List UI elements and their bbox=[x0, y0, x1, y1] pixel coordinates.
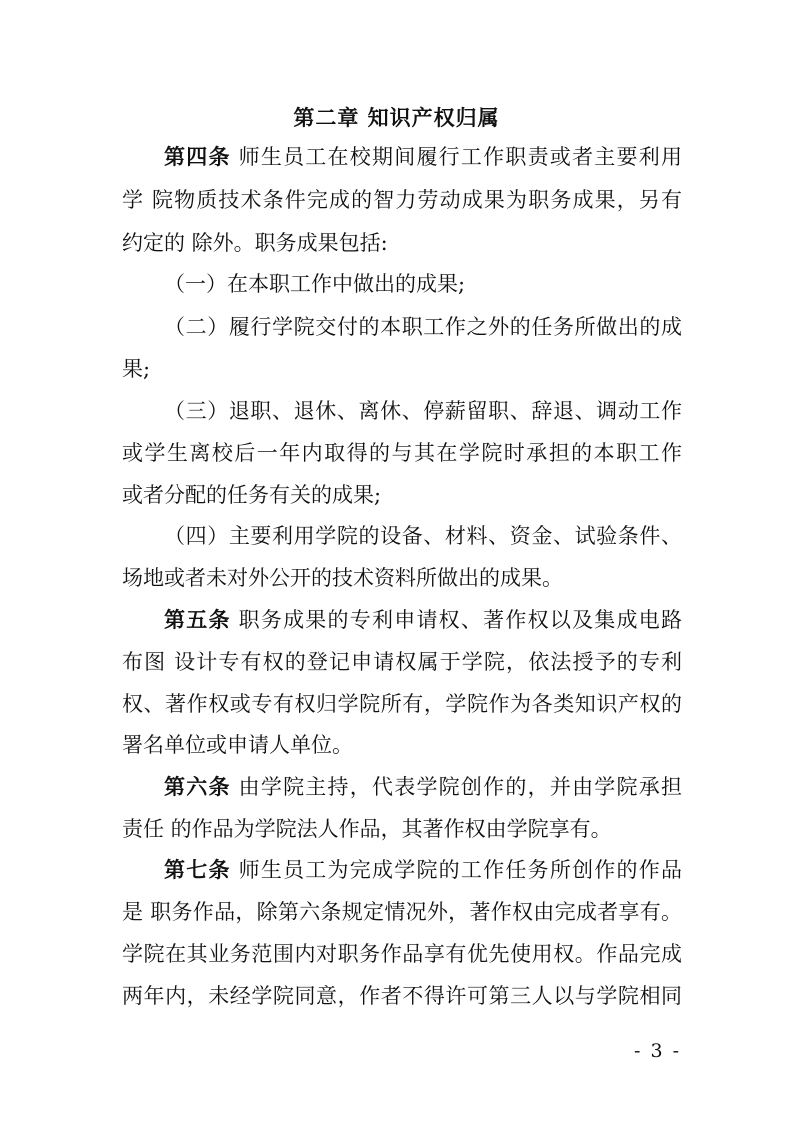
article-6-heading: 第六条 bbox=[164, 774, 231, 799]
article-4-item-3-line-1: （三）退职、退休、离休、停薪留职、辞退、调动工作 bbox=[164, 399, 682, 423]
article-4-text: 师生员工在校期间履行工作职责或者主要利用 bbox=[230, 145, 682, 169]
page-number: - 3 - bbox=[633, 1040, 681, 1062]
article-4-item-3-line-2: 或学生离校后一年内取得的与其在学院时承担的本职工作 bbox=[122, 441, 682, 465]
page-title: 第二章 知识产权归属 bbox=[293, 106, 500, 130]
article-7-text: 师生员工为完成学院的工作任务所创作的作品 bbox=[230, 858, 682, 882]
article-7-line-3: 学院在其业务范围内对职务作品享有优先使用权。作品完成 bbox=[122, 942, 682, 966]
article-7-line-1 bbox=[164, 851, 682, 889]
article-5-line-3: 权、著作权或专有权归学院所有，学院作为各类知识产权的 bbox=[122, 692, 682, 716]
article-6-line-1 bbox=[164, 768, 682, 806]
article-4-line-2: 学 院物质技术条件完成的智力劳动成果为职务成果，另有 bbox=[122, 188, 682, 212]
article-5-line-4: 署名单位或申请人单位。 bbox=[122, 733, 353, 757]
article-4-item-2-line-1: （二）履行学院交付的本职工作之外的任务所做出的成 bbox=[164, 315, 682, 339]
article-4-item-4-line-2: 场地或者未对外公开的技术资料所做出的成果。 bbox=[122, 566, 563, 590]
article-5-line-1 bbox=[164, 601, 682, 639]
article-7-heading: 第七条 bbox=[164, 857, 231, 882]
article-6-text: 由学院主持，代表学院创作的，并由学院承担 bbox=[230, 775, 682, 799]
article-6-line-2: 责任 的作品为学院法人作品，其著作权由学院享有。 bbox=[122, 817, 612, 841]
article-7-line-2: 是 职务作品，除第六条规定情况外，著作权由完成者享有。 bbox=[122, 900, 682, 924]
article-4-heading: 第四条 bbox=[164, 144, 231, 169]
article-4-item-3-line-3: 或者分配的任务有关的成果; bbox=[122, 483, 382, 507]
article-5-text: 职务成果的专利申请权、著作权以及集成电路 bbox=[230, 608, 682, 632]
article-4-line-1 bbox=[164, 138, 682, 176]
article-5-heading: 第五条 bbox=[164, 607, 231, 632]
article-7-line-4: 两年内，未经学院同意，作者不得许可第三人以与学院相同 bbox=[122, 984, 682, 1008]
article-4-line-3: 约定的 除外。职务成果包括: bbox=[122, 231, 388, 255]
article-5-line-2: 布图 设计专有权的登记申请权属于学院，依法授予的专利 bbox=[122, 650, 682, 674]
article-4-item-1: （一）在本职工作中做出的成果; bbox=[164, 272, 466, 296]
article-4-item-4-line-1: （四）主要利用学院的设备、材料、资金、试验条件、 bbox=[164, 524, 682, 548]
article-4-item-2-line-2: 果; bbox=[122, 357, 151, 381]
